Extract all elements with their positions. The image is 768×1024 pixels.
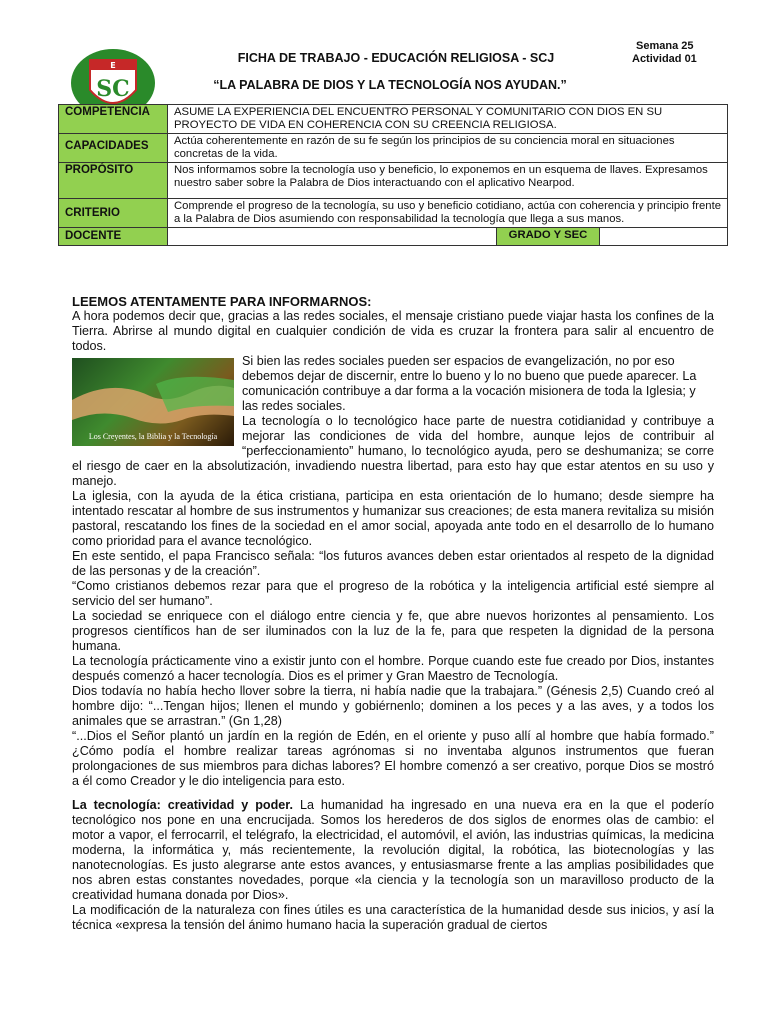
- criterio-value: Comprende el progreso de la tecnología, su uso y beneficio cotidiano, actúa con coherencia y principio frente a la Palabra de Dios asumiendo con responsabilidad la tecnología que llega a sus manos.: [168, 199, 728, 228]
- criterio-label: CRITERIO: [59, 199, 168, 228]
- row-docente: [59, 228, 728, 246]
- paragraph: En este sentido, el papa Francisco señala: “los futuros avances deben estar orientados al respeto de la dignidad de las personas y de la creación”.: [72, 549, 714, 578]
- week-activity: [632, 40, 697, 66]
- worksheet-subtitle: “LA PALABRA DE DIOS Y LA TECNOLOGÍA NOS AYUDAN.”: [213, 78, 567, 92]
- paragraph: “...Dios el Señor plantó un jardín en la región de Edén, en el oriente y puso allí al hombre que había formado.” ¿Cómo podía el hombre realizar tareas agrónomas si no inventaba algunos instrumentos que fueran prolongaciones de sus miembros para dichas labores? El hombre comenzó a ser creativo, porque Dios se mostró a él como Creador y le dio inteligencia para esto.: [72, 729, 714, 788]
- competencia-label: COMPETENCIA: [59, 105, 168, 134]
- paragraph: Si bien las redes sociales pueden ser espacios de evangelización, no por eso debemos dejar de discernir, entre lo bueno y lo no bueno que puede aparecer. La comunicación contribuye a dar forma a la vocación misionera de toda la Iglesia; y las redes sociales.: [242, 354, 697, 413]
- paragraph: La iglesia, con la ayuda de la ética cristiana, participa en esta orientación de lo humano; desde siempre ha intentado rescatar al hombre de sus instrumentos y humanizar sus creaciones; de esta manera revitaliza su misión pastoral, rescatando los fines de la sociedad en el amor social, apoyada ante todo en el desarrollo de lo humano como prioridad para el avance tecnológico.: [72, 489, 714, 548]
- row-criterio: [59, 199, 728, 228]
- row-capacidades: [59, 134, 728, 163]
- reading-content: [72, 294, 714, 933]
- reading-heading: LEEMOS ATENTAMENTE PARA INFORMARNOS:: [72, 294, 372, 309]
- capacidades-label: CAPACIDADES: [59, 134, 168, 163]
- section-heading: La tecnología: creatividad y poder.: [72, 798, 293, 812]
- proposito-label: PROPÓSITO: [59, 163, 168, 199]
- grado-field[interactable]: [600, 228, 728, 246]
- paragraph: La sociedad se enriquece con el diálogo entre ciencia y fe, que abre nuevos horizontes al pensamiento. Los progresos científicos han de ser iluminados con la luz de la fe, para que respeten la dignidad de la persona humana.: [72, 609, 714, 653]
- paragraph-text: La humanidad ha ingresado en una nueva era en la que el poderío tecnológico nos pone en una encrucijada. Somos los herederos de dos siglos de enormes olas de cambio: el motor a vapor, el ferrocarril, el telégrafo, la electricidad, el automóvil, el avión, las industrias químicas, la medicina moderna, la informática y, más recientemente, la revolución digital, la robótica, las biotecnologías y las nanotecnologías. Es justo alegrarse ante estos avances, y entusiasmarse frente a las amplias posibilidades que nos abren estas constantes novedades, porque «la ciencia y la tecnología son un maravilloso producto de la creatividad humana donada por Dios».: [72, 798, 714, 902]
- row-competencia: [59, 105, 728, 134]
- section-spacer: [72, 789, 714, 798]
- paragraph: Dios todavía no había hecho llover sobre la tierra, ni había nadie que la trabajara.” (Génesis 2,5) Cuando creó al hombre dijo: “...Tengan hijos; llenen el mundo y gobiérnenlo; dominen a los peces y a las aves, y a todos los animales que se arrastran.” (Gn 1,28): [72, 684, 714, 728]
- row-proposito: [59, 163, 728, 199]
- paragraph: A hora podemos decir que, gracias a las redes sociales, el mensaje cristiano puede viajar hasta los confines de la Tierra. Abrirse al mundo digital en cualquier condición de vida es cruzar la frontera para salir al encuentro de todos.: [72, 309, 714, 353]
- worksheet-title: FICHA DE TRABAJO - EDUCACIÓN RELIGIOSA - SCJ: [237, 51, 555, 65]
- docente-label: DOCENTE: [59, 228, 168, 246]
- info-table: [58, 104, 728, 246]
- handshake-image: [72, 358, 234, 446]
- docente-field[interactable]: [168, 228, 497, 246]
- week-label: Semana 25: [636, 40, 694, 52]
- paragraph: La modificación de la naturaleza con fines útiles es una característica de la humanidad desde sus inicios, y así la técnica «expresa la tensión del ánimo humano hacia la superación gradual de ciertos: [72, 903, 714, 932]
- paragraph: La tecnología o lo tecnológico hace parte de nuestra cotidianidad y contribuye a mejorar las condiciones de vida del hombre, aunque lejos de contribuir al “perfeccionamiento” humano, lo tecnológico ayuda, pero se deshumaniza; se corre el riesgo de caer en la absolutización, invadiendo nuestra libertad, para esto hay que estar atentos en su uso y manejo.: [72, 414, 714, 488]
- image-caption: Los Creyentes, la Biblia y la Tecnología: [88, 432, 218, 441]
- capacidades-value: Actúa coherentemente en razón de su fe según los principios de su conciencia moral en situaciones concretas de la vida.: [168, 134, 728, 163]
- activity-label: Actividad 01: [632, 53, 697, 65]
- svg-text:E: E: [110, 61, 116, 70]
- svg-text:SC: SC: [96, 76, 130, 102]
- competencia-value: ASUME LA EXPERIENCIA DEL ENCUENTRO PERSONAL Y COMUNITARIO CON DIOS EN SU PROYECTO DE VIDA EN COHERENCIA CON SU CREENCIA RELIGIOSA.: [168, 105, 728, 134]
- paragraph: [72, 798, 714, 903]
- paragraph: “Como cristianos debemos rezar para que el progreso de la robótica y la inteligencia artificial esté siempre al servicio del ser humano”.: [72, 579, 714, 608]
- proposito-value: Nos informamos sobre la tecnología uso y beneficio, lo exponemos en un esquema de llaves. Expresamos nuestro saber sobre la Palabra de Dios interactuando con el aplicativo Nearpod.: [168, 163, 728, 199]
- grado-label: GRADO Y SEC: [497, 228, 600, 246]
- paragraph: La tecnología prácticamente vino a existir junto con el hombre. Porque cuando este fue creado por Dios, instantes después comenzó a hacer tecnología. Dios es el primer y Gran Maestro de Tecnología.: [72, 654, 714, 683]
